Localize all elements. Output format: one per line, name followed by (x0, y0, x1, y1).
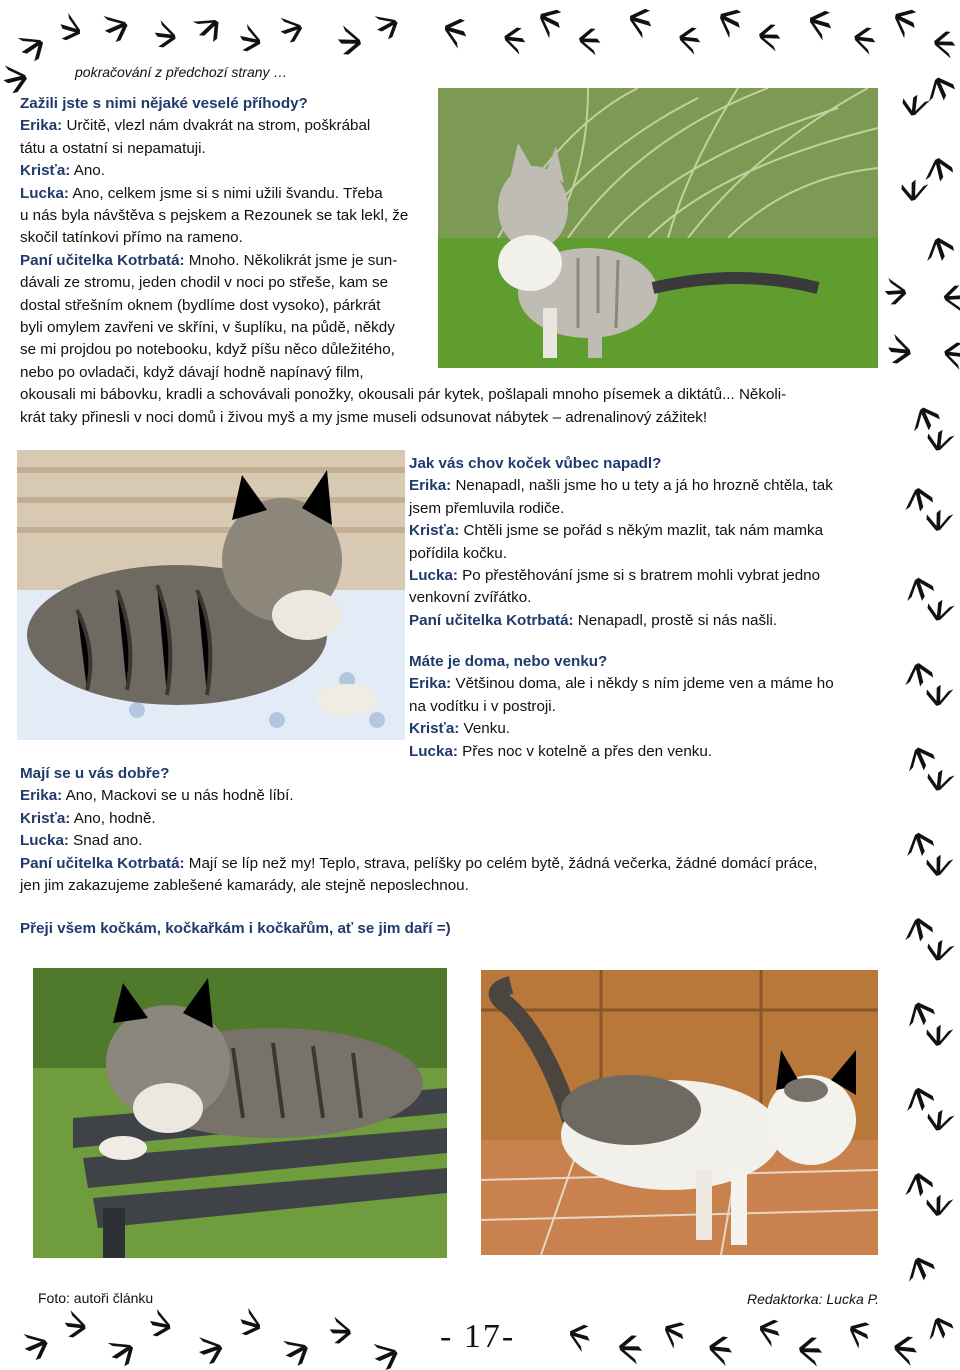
answer-text: Určitě, vlezl nám dvakrát na strom, poškrábal (62, 117, 371, 135)
answer-text: Přes noc v kotelně a přes den venku. (457, 742, 713, 760)
answer-line (20, 250, 900, 272)
section-how-idea-came (409, 453, 889, 632)
editor-credit: Redaktorka: Lucka P. (747, 1291, 880, 1307)
photo-cat-on-bench (33, 968, 447, 1258)
answer-text: se mi projdou po notebooku, když píšu něco důležitého, (20, 341, 395, 359)
question-how-idea-came: Jak vás chov koček vůbec napadl? (409, 455, 662, 472)
photo-cat-on-pillow (17, 450, 405, 740)
answer-text: Ano, hodně. (70, 809, 156, 827)
answer-line (20, 362, 900, 384)
answer-line (20, 407, 900, 429)
question-home-or-outside: Máte je doma, nebo venku? (409, 653, 608, 670)
answer-text: Ano, celkem jsme si s nimi užili švandu. Třeba (68, 184, 383, 202)
answer-text: Po přestěhování jsme si s bratrem mohli vybrat jedno (457, 567, 821, 585)
section-funny-stories (20, 93, 900, 429)
answer-line (409, 565, 889, 587)
speaker-name: Erika: (409, 477, 452, 495)
speaker-name: Lucka: (20, 184, 69, 202)
answer-text: Nenapadl, prostě si nás našli. (573, 611, 778, 629)
speaker-name: Lucka: (20, 832, 69, 850)
answer-line (409, 696, 889, 718)
answer-text: na vodítku i v postroji. (409, 697, 556, 715)
answer-line (20, 830, 900, 852)
answer-line (20, 875, 900, 897)
section-are-they-well (20, 763, 900, 897)
answer-line (20, 227, 900, 249)
speaker-name: Erika: (20, 787, 63, 805)
answer-text: jen jim zakazujeme zablešené kamarády, ale stejně neposlechnou. (20, 877, 469, 895)
photo-cat-on-floor (481, 970, 878, 1255)
answer-line (20, 138, 900, 160)
answer-text: nebo po ovladači, když dávají hodně napínavý film, (20, 363, 364, 381)
section-home-or-outside (409, 651, 889, 763)
speaker-name: Erika: (20, 117, 63, 135)
answer-line (20, 295, 900, 317)
answer-text: Venku. (459, 720, 510, 738)
answer-line (409, 610, 889, 632)
answer-text: dostal střešním oknem (bydlíme dost vysoko), párkrát (20, 296, 381, 314)
closing-wish: Přeji všem kočkám, kočkařkám i kočkařům, ať se jim daří =) (20, 920, 451, 937)
answer-text: Mnoho. Několikrát jsme je sun- (184, 251, 398, 269)
answer-line (20, 853, 900, 875)
speaker-name: Paní učitelka Kotrbatá: (20, 251, 185, 269)
answer-text: Chtěli jsme se pořád s někým mazlit, tak nám mamka (459, 522, 824, 540)
question-funny-stories: Zažili jste s nimi nějaké veselé příhody? (20, 95, 308, 112)
answer-text: okousali mi bábovku, kradli a schovávali ponožky, okousali pár kytek, pošlapali mnoho písemek a diktátů... Několi- (20, 386, 787, 404)
answer-line (20, 808, 900, 830)
answer-line (409, 543, 889, 565)
answer-line (409, 718, 889, 740)
answer-line (20, 205, 900, 227)
answer-line (20, 160, 900, 182)
answer-text: Mají se líp než my! Teplo, strava, pelíšky po celém bytě, žádná večerka, žádné domácí práce, (184, 854, 818, 872)
answer-text: krát taky přinesli v noci domů i živou myš a my jsme museli odsunovat nábytek – adrenalinový zážitek! (20, 408, 708, 426)
answer-text: Většinou doma, ale i někdy s ním jdeme ven a máme ho (451, 675, 834, 693)
speaker-name: Krisťa: (20, 809, 71, 827)
answer-text: jsem přemluvila rodiče. (409, 499, 565, 517)
answer-line (409, 673, 889, 695)
page-number: - 17- (440, 1318, 516, 1355)
answer-text: u nás byla návštěva s pejskem a Rezounek se tak lekl, že (20, 207, 409, 225)
answer-line (409, 475, 889, 497)
speaker-name: Lucka: (409, 742, 458, 760)
speaker-name: Paní učitelka Kotrbatá: (409, 611, 574, 629)
speaker-name: Lucka: (409, 567, 458, 585)
answer-line (20, 272, 900, 294)
speaker-name: Krisťa: (409, 720, 460, 738)
answer-text: skočil tatínkovi přímo na rameno. (20, 229, 243, 247)
answer-text: Nenapadl, našli jsme ho u tety a já ho hrozně chtěla, tak (451, 477, 833, 495)
answer-text: Ano, Mackovi se u nás hodně líbí. (62, 787, 294, 805)
continued-note: pokračování z předchozí strany … (75, 64, 288, 80)
answer-line (20, 384, 900, 406)
answer-line (409, 498, 889, 520)
speaker-name: Erika: (409, 675, 452, 693)
answer-line (20, 183, 900, 205)
answer-line (20, 115, 900, 137)
speaker-name: Paní učitelka Kotrbatá: (20, 854, 185, 872)
answer-text: Ano. (70, 162, 105, 180)
photo-credit: Foto: autoři článku (38, 1290, 154, 1306)
answer-text: dávali ze stromu, jeden chodil v noci po střeše, kam se (20, 274, 389, 292)
answer-line (409, 741, 889, 763)
answer-text: Snad ano. (68, 832, 143, 850)
answer-line (20, 317, 900, 339)
answer-text: pořídila kočku. (409, 544, 507, 562)
answer-text: tátu a ostatní si nepamatuji. (20, 139, 206, 157)
answer-text: venkovní zvířátko. (409, 589, 532, 607)
answer-line (409, 520, 889, 542)
answer-line (409, 587, 889, 609)
speaker-name: Krisťa: (20, 162, 71, 180)
answer-line (20, 339, 900, 361)
question-are-they-well: Mají se u vás dobře? (20, 765, 170, 782)
answer-text: byli omylem zavřeni ve skříni, v šuplíku, na půdě, někdy (20, 319, 395, 337)
answer-line (20, 785, 900, 807)
speaker-name: Krisťa: (409, 522, 460, 540)
